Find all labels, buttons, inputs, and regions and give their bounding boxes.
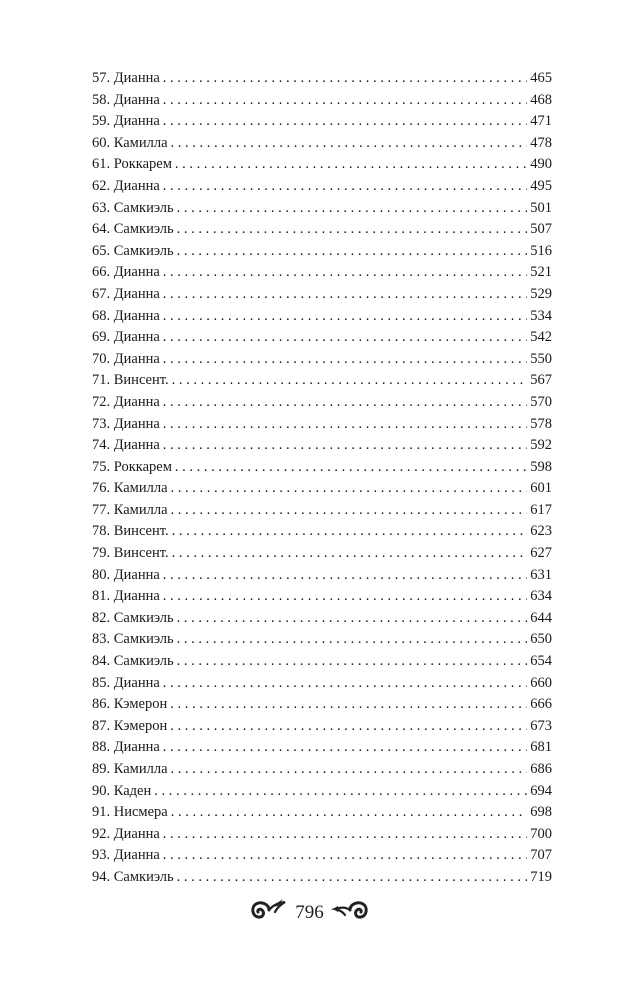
chapter-title: Кэмерон [113,696,168,713]
page-reference: 650 [530,631,552,648]
dot-leader [163,284,527,306]
chapter-number: 72. [92,393,111,410]
chapter-title: Самкиэль [113,653,174,670]
toc-entry [92,284,552,306]
toc-entry [92,262,552,284]
toc-entry [92,608,552,630]
toc-entry-label [92,392,160,414]
dot-leader [163,90,527,112]
dot-leader [163,176,527,198]
dot-leader [163,392,527,414]
chapter-title: Самкиэль [113,242,174,259]
dot-leader [163,845,527,867]
toc-entry-label [92,457,172,479]
chapter-title: Роккарем [113,458,172,475]
page-reference: 542 [530,329,552,346]
toc-entry-label [92,284,160,306]
chapter-number: 68. [92,307,111,324]
toc-entry [92,349,552,371]
dot-leader [171,500,528,522]
chapter-title: Каден [113,782,152,799]
chapter-number: 93. [92,847,111,864]
dot-leader [163,68,527,90]
page-folio [0,895,619,930]
dot-leader [163,565,527,587]
page-reference: 570 [530,393,552,410]
chapter-title: Дианна [113,825,160,842]
dot-leader [163,435,527,457]
chapter-title: Камилла [113,480,168,497]
page-reference: 660 [530,674,552,691]
toc-entry [92,759,552,781]
toc-entry-label [92,781,151,803]
chapter-title: Дианна [113,415,160,432]
dot-leader [171,133,528,155]
toc-entry [92,543,552,565]
toc-entry [92,392,552,414]
page-reference: 495 [530,177,552,194]
page-reference: 707 [530,847,552,864]
chapter-title: Дианна [113,113,160,130]
toc-entry [92,802,552,824]
toc-entry-label [92,370,169,392]
chapter-title: Дианна [113,739,160,756]
dot-leader [172,521,528,543]
toc-entry-label [92,694,167,716]
toc-entry-label [92,219,174,241]
toc-entry [92,435,552,457]
chapter-title: Самкиэль [113,221,174,238]
toc-entry [92,176,552,198]
toc-entry-label [92,133,168,155]
toc-entry [92,306,552,328]
toc-entry-label [92,824,160,846]
chapter-title: Дианна [113,350,160,367]
toc-entry [92,68,552,90]
page-reference: 501 [530,199,552,216]
toc-entry [92,586,552,608]
chapter-number: 89. [92,761,111,777]
page-reference: 694 [530,782,552,799]
page-reference: 567 [530,372,552,389]
toc-entry [92,241,552,263]
chapter-title: Дианна [113,588,160,605]
dot-leader [154,781,527,803]
page-reference: 601 [530,480,552,497]
chapter-number: 86. [92,696,111,713]
chapter-number: 81. [92,588,111,605]
toc-entry [92,327,552,349]
dot-leader [163,111,527,133]
chapter-number: 73. [92,415,111,432]
toc-entry [92,781,552,803]
right-ornament-icon [330,895,372,930]
toc-entry-label [92,802,168,824]
page-reference: 516 [530,242,552,259]
page-reference: 578 [530,415,552,432]
page-reference: 529 [530,285,552,302]
chapter-title: Кэмерон [113,717,168,734]
chapter-title: Камилла [113,134,168,151]
dot-leader [177,608,528,630]
dot-leader [163,737,527,759]
page-reference: 634 [530,588,552,605]
toc-entry [92,414,552,436]
chapter-title: Дианна [113,177,160,194]
chapter-number: 71. [92,372,111,389]
page-reference: 471 [530,113,552,130]
dot-leader [171,478,528,500]
page-reference: 654 [530,653,552,670]
chapter-number: 62. [92,177,111,194]
dot-leader [163,306,527,328]
chapter-number: 78. [92,523,111,540]
page-reference: 631 [530,566,552,583]
chapter-title: Винсент. [113,545,169,562]
dot-leader [172,370,528,392]
toc-entry-label [92,262,160,284]
dot-leader [163,586,527,608]
chapter-number: 90. [92,782,111,799]
toc-entry [92,500,552,522]
toc-entry-label [92,414,160,436]
toc-entry-label [92,198,174,220]
toc-entry [92,845,552,867]
toc-entry-label [92,521,169,543]
toc-entry-label [92,845,160,867]
toc-entry [92,651,552,673]
dot-leader [163,673,527,695]
chapter-title: Винсент. [113,523,169,540]
chapter-number: 61. [92,156,111,173]
chapter-title: Дианна [113,285,160,302]
dot-leader [177,241,528,263]
chapter-number: 91. [92,804,111,821]
toc-entry [92,716,552,738]
chapter-number: 58. [92,91,111,108]
chapter-number: 92. [92,825,111,842]
chapter-title: Дианна [113,70,160,86]
dot-leader [163,327,527,349]
dot-leader [177,867,528,889]
page-reference: 673 [530,717,552,734]
toc-entry [92,867,552,889]
chapter-number: 63. [92,199,111,216]
toc-entry-label [92,154,172,176]
dot-leader [163,349,527,371]
chapter-number: 75. [92,458,111,475]
chapter-number: 80. [92,566,111,583]
page-reference: 507 [530,221,552,238]
toc-entry [92,370,552,392]
dot-leader [172,543,528,565]
toc-entry [92,565,552,587]
table-of-contents [92,68,552,889]
chapter-number: 60. [92,134,111,151]
dot-leader [177,629,528,651]
dot-leader [171,759,528,781]
page-reference: 666 [530,696,552,713]
chapter-number: 84. [92,653,111,670]
chapter-title: Камилла [113,761,168,777]
page-reference: 623 [530,523,552,540]
dot-leader [175,457,527,479]
page-reference: 681 [530,739,552,756]
dot-leader [177,651,528,673]
page-reference: 465 [530,70,552,86]
page-reference: 490 [530,156,552,173]
chapter-number: 70. [92,350,111,367]
toc-entry-label [92,241,174,263]
chapter-number: 85. [92,674,111,691]
chapter-number: 59. [92,113,111,130]
chapter-title: Дианна [113,847,160,864]
chapter-title: Дианна [113,393,160,410]
chapter-title: Роккарем [113,156,172,173]
toc-entry-label [92,608,174,630]
dot-leader [163,824,527,846]
toc-entry [92,133,552,155]
chapter-number: 79. [92,545,111,562]
page-reference: 698 [530,804,552,821]
page-reference: 644 [530,609,552,626]
chapter-number: 64. [92,221,111,238]
chapter-title: Дианна [113,437,160,454]
toc-entry-label [92,673,160,695]
toc-entry-label [92,90,160,112]
toc-entry-label [92,111,160,133]
dot-leader [177,219,528,241]
toc-entry [92,673,552,695]
chapter-number: 87. [92,717,111,734]
chapter-title: Дианна [113,264,160,281]
chapter-title: Винсент. [113,372,169,389]
toc-entry [92,521,552,543]
page-number: 796 [295,901,324,923]
chapter-title: Дианна [113,307,160,324]
chapter-number: 65. [92,242,111,259]
dot-leader [170,694,527,716]
page-reference: 521 [530,264,552,281]
chapter-number: 67. [92,285,111,302]
chapter-title: Самкиэль [113,609,174,626]
toc-entry [92,629,552,651]
toc-entry [92,111,552,133]
page-reference: 468 [530,91,552,108]
chapter-number: 82. [92,609,111,626]
toc-entry-label [92,651,174,673]
toc-entry-label [92,586,160,608]
dot-leader [177,198,528,220]
toc-entry-label [92,500,168,522]
chapter-title: Камилла [113,501,168,518]
chapter-number: 76. [92,480,111,497]
chapter-title: Дианна [113,91,160,108]
toc-entry-label [92,349,160,371]
chapter-title: Дианна [113,674,160,691]
toc-entry [92,694,552,716]
toc-entry [92,219,552,241]
page-reference: 478 [530,134,552,151]
page-reference: 686 [530,761,552,777]
toc-entry [92,457,552,479]
toc-entry [92,90,552,112]
chapter-number: 57. [92,70,111,86]
page-reference: 627 [530,545,552,562]
chapter-title: Дианна [113,566,160,583]
chapter-number: 94. [92,868,111,885]
page-reference: 598 [530,458,552,475]
toc-entry-label [92,435,160,457]
page-reference: 617 [530,501,552,518]
toc-entry-label [92,327,160,349]
page-reference: 592 [530,437,552,454]
dot-leader [163,414,527,436]
chapter-title: Самкиэль [113,199,174,216]
page-reference: 534 [530,307,552,324]
dot-leader [170,716,527,738]
chapter-title: Самкиэль [113,631,174,648]
chapter-title: Нисмера [113,804,168,821]
dot-leader [163,262,527,284]
page-reference: 550 [530,350,552,367]
dot-leader [175,154,527,176]
chapter-number: 69. [92,329,111,346]
chapter-title: Самкиэль [113,868,174,885]
dot-leader [171,802,528,824]
toc-entry-label [92,478,168,500]
toc-entry-label [92,629,174,651]
left-ornament-icon [247,895,289,930]
toc-entry-label [92,867,174,889]
page-reference: 700 [530,825,552,842]
toc-entry-label [92,68,160,90]
toc-entry-label [92,737,160,759]
toc-entry-label [92,543,169,565]
toc-entry-label [92,176,160,198]
toc-entry [92,824,552,846]
chapter-number: 83. [92,631,111,648]
chapter-number: 74. [92,437,111,454]
toc-entry-label [92,759,168,781]
toc-entry [92,198,552,220]
chapter-number: 88. [92,739,111,756]
toc-entry-label [92,565,160,587]
page-reference: 719 [530,868,552,885]
chapter-title: Дианна [113,329,160,346]
toc-entry-label [92,716,167,738]
toc-entry-label [92,306,160,328]
chapter-number: 66. [92,264,111,281]
toc-entry [92,737,552,759]
chapter-number: 77. [92,501,111,518]
toc-entry [92,154,552,176]
toc-entry [92,478,552,500]
